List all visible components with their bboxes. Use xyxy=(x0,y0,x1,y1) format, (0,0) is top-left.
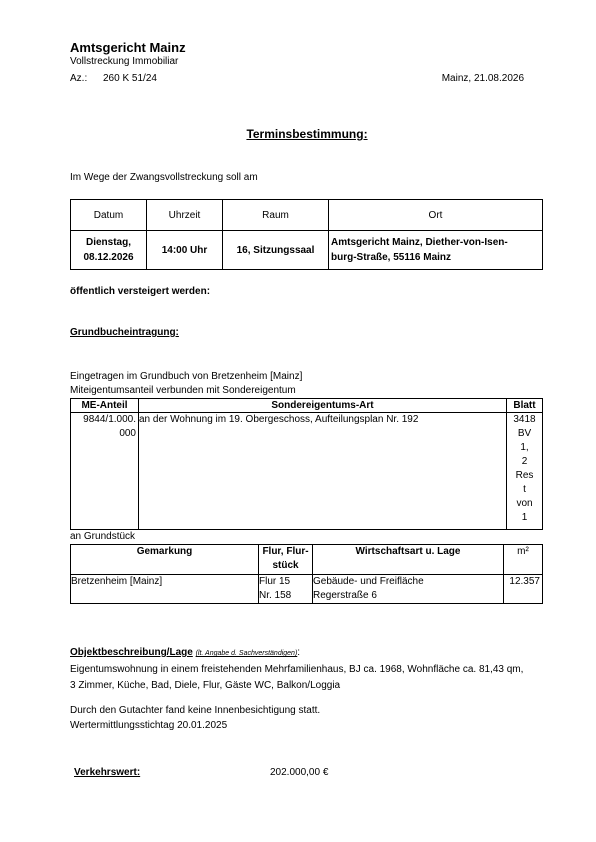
case-number-label: Az.: xyxy=(70,73,88,84)
header-ort: Ort xyxy=(329,200,543,231)
header-raum: Raum xyxy=(223,200,329,231)
land-use: Gebäude- und Freifläche Regerstraße 6 xyxy=(313,575,504,604)
header-wirtschaftsart: Wirtschaftsart u. Lage xyxy=(313,545,504,575)
special-ownership-type: an der Wohnung im 19. Obergeschoss, Aufteilungsplan Nr. 192 xyxy=(139,413,507,530)
plot-area: 12.357 xyxy=(504,575,543,604)
auction-date: Dienstag, 08.12.2026 xyxy=(71,231,147,270)
auction-date-table xyxy=(70,199,543,270)
intro-text: Im Wege der Zwangsvollstreckung soll am xyxy=(70,172,258,183)
plot-number: Flur 15 Nr. 158 xyxy=(259,575,313,604)
auction-time: 14:00 Uhr xyxy=(147,231,223,270)
land-register-heading: Grundbucheintragung: xyxy=(70,327,179,338)
header-datum: Datum xyxy=(71,200,147,231)
case-number: 260 K 51/24 xyxy=(103,73,157,84)
header-blatt: Blatt xyxy=(507,399,543,413)
auction-location: Amtsgericht Mainz, Diether-von-Isen- burg-Straße, 55116 Mainz xyxy=(329,231,543,270)
auction-room: 16, Sitzungssaal xyxy=(223,231,329,270)
co-ownership-table xyxy=(70,398,543,530)
market-value: 202.000,00 € xyxy=(270,767,329,778)
co-ownership-line: Miteigentumsanteil verbunden mit Sondereigentum xyxy=(70,385,296,396)
header-sondereigentum: Sondereigentums-Art xyxy=(139,399,507,413)
register-sheet: 3418 BV 1, 2 Res t von 1 xyxy=(507,413,543,530)
header-uhrzeit: Uhrzeit xyxy=(147,200,223,231)
court-name: Amtsgericht Mainz xyxy=(70,40,186,55)
header-gemarkung: Gemarkung xyxy=(71,545,259,575)
header-flur: Flur, Flur- stück xyxy=(259,545,313,575)
plot-table xyxy=(70,544,543,604)
header-me-anteil: ME-Anteil xyxy=(71,399,139,413)
document-title: Terminsbestimmung: xyxy=(246,127,368,141)
plot-label: an Grundstück xyxy=(70,531,136,542)
property-description-heading: Objektbeschreibung/Lage (lt. Angabe d. Sachverständigen): xyxy=(70,647,301,658)
market-value-label: Verkehrswert: xyxy=(74,767,141,778)
header-area: m² xyxy=(504,545,543,575)
court-department: Vollstreckung Immobiliar xyxy=(70,56,179,67)
land-register-line: Eingetragen im Grundbuch von Bretzenheim [Mainz] xyxy=(70,371,303,382)
cadastral-district: Bretzenheim [Mainz] xyxy=(71,575,259,604)
auction-notice: öffentlich versteigert werden: xyxy=(70,286,211,297)
inspection-note: Durch den Gutachter fand keine Innenbesichtigung statt. xyxy=(70,705,321,716)
valuation-date: Wertermittlungsstichtag 20.01.2025 xyxy=(70,720,228,731)
co-ownership-share: 9844/1.000. 000 xyxy=(71,413,139,530)
property-description: Eigentumswohnung in einem freistehenden Mehrfamilienhaus, BJ ca. 1968, Wohnfläche ca. 81,43 qm, 3 Zimmer, Küche, Bad, Diele, Flur, Gäste WC, Balkon/Loggia xyxy=(70,664,524,691)
place-date: Mainz, 21.08.2026 xyxy=(441,73,524,84)
